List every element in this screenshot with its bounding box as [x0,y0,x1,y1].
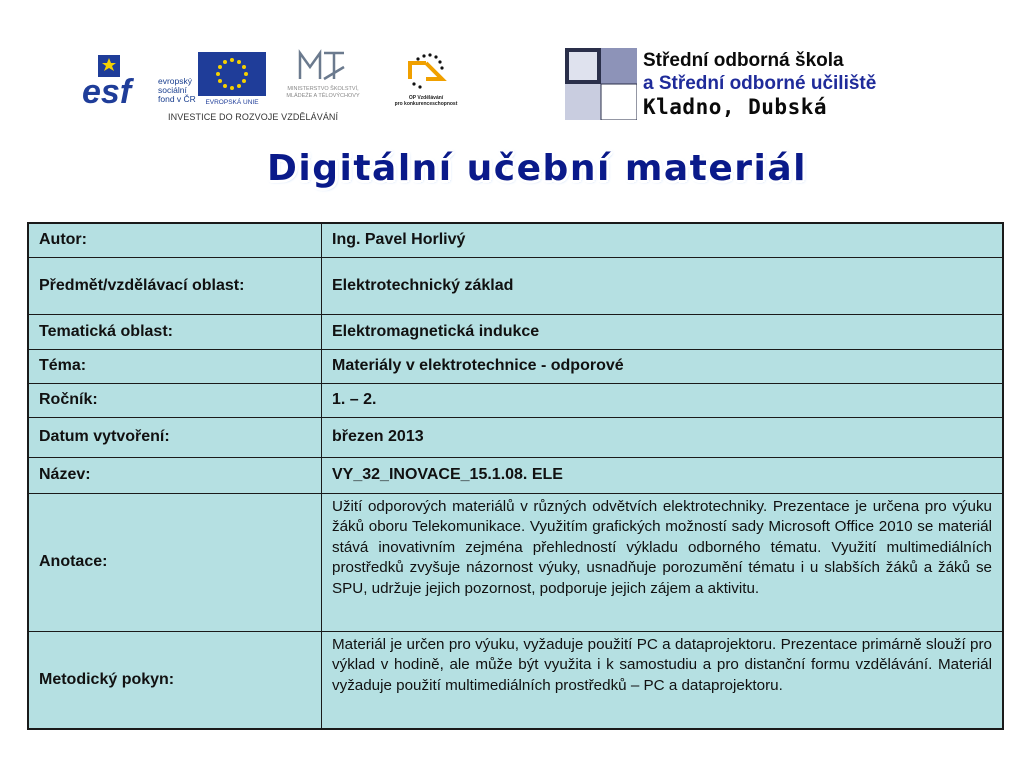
table-row [28,257,1003,314]
table-row [28,383,1003,417]
row-label: Datum vytvoření: [28,417,322,457]
row-value: Materiály v elektrotechnice - odporové [322,349,1004,383]
table-row [28,314,1003,349]
esf-emblem-icon [80,53,160,107]
school-logo [565,48,927,120]
school-name-line1: Střední odborná škola [643,50,844,71]
table-row [28,417,1003,457]
row-value: VY_32_INOVACE_15.1.08. ELE [322,457,1004,493]
msmt-emblem-icon [296,49,348,91]
methodology-text: Materiál je určen pro výuku, vyžaduje použití PC a dataprojektoru. Prezentace primárně slouží pro výklad v hodině, ale může být využita i k samostudiu a pro distanční formu vzdělávání. Materiál vyžaduje použití multimediálních prostředků – PC a dataprojektoru. [322,631,1004,729]
msmt-logo [268,49,378,107]
row-label: Předmět/vzdělávací oblast: [28,257,322,314]
page-title: Digitální učební materiál [267,148,807,189]
row-label: Téma: [28,349,322,383]
esf-text: evropský sociální fond v ČR [158,76,196,104]
row-label: Autor: [28,223,322,257]
row-value: 1. – 2. [322,383,1004,417]
row-label: Anotace: [28,493,322,631]
table-row [28,493,1003,631]
table-row [28,457,1003,493]
row-label: Metodický pokyn: [28,631,322,729]
investment-caption: INVESTICE DO ROZVOJE VZDĚLÁVÁNÍ [168,112,339,122]
eu-logo [198,52,266,105]
row-value: Ing. Pavel Horlivý [322,223,1004,257]
eu-flag-icon [198,52,266,96]
table-row [28,349,1003,383]
eu-text: EVROPSKÁ UNIE [205,99,259,106]
table-row [28,223,1003,257]
row-label: Název: [28,457,322,493]
op-emblem-icon [388,51,464,93]
row-label: Ročník: [28,383,322,417]
school-name-line2: a Střední odborné učiliště [643,73,877,94]
row-value: březen 2013 [322,417,1004,457]
esf-logo [80,53,196,107]
msmt-text: MINISTERSTVO ŠKOLSTVÍ, MLÁDEŽE A TĚLOVÝCHOVY [286,86,360,99]
annotation-text: Užití odporových materiálů v různých odvětvích elektrotechniky. Prezentace je určena pro výuku žáků oboru Telekomunikace. Využitím grafických možností sady Microsoft Office 2010 se materiál stává inovativním zejména přehledností výkladu odborného tématu. Využití multimediálních prostředků zvyšuje názornost výuky, usnadňuje porozumění tématu i u slabších žáků a žáků se SPU, udržuje jejich pozornost, podporuje jejich zájem a aktivitu. [322,493,1004,631]
funding-logos [68,47,472,128]
metadata-table [27,222,1004,730]
op-logo [388,51,464,111]
op-text: OP Vzdělávání pro konkurenceschopnost [394,95,458,107]
school-emblem-icon [565,48,637,120]
svg-text:esf: esf [82,73,132,107]
table-row [28,631,1003,729]
school-name-line3: Kladno, Dubská [643,95,828,119]
row-value: Elektrotechnický základ [322,257,1004,314]
row-value: Elektromagnetická indukce [322,314,1004,349]
row-label: Tematická oblast: [28,314,322,349]
